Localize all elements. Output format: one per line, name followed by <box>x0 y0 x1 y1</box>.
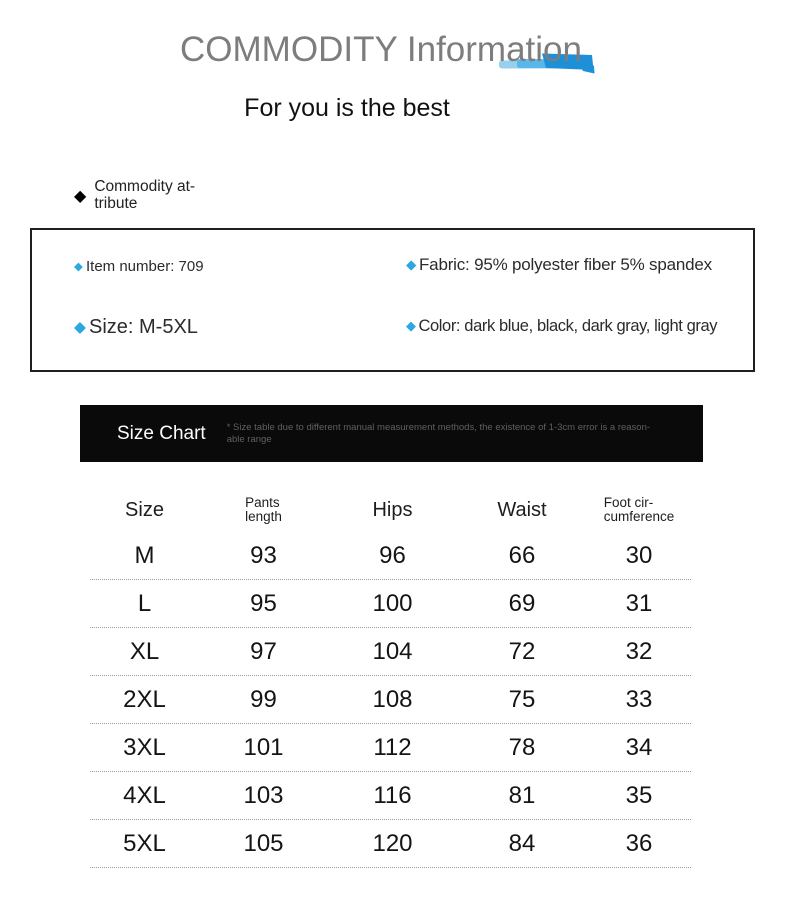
size-chart-title: Size Chart <box>117 422 206 444</box>
foot-circumference-cell: 33 <box>625 685 653 713</box>
waist-cell: 69 <box>508 589 536 617</box>
column-header-foot-circumference: Foot cir- cumference <box>603 494 675 524</box>
page-title: COMMODITY Information <box>180 30 582 69</box>
table-row <box>90 820 691 868</box>
hips-cell: 120 <box>372 829 413 857</box>
pants-length-cell: 103 <box>243 781 284 809</box>
foot-circumference-cell: 34 <box>625 733 653 761</box>
table-row <box>90 580 691 628</box>
size-chart-disclaimer: * Size table due to different manual measurement methods, the existence of 1-3cm error is a reason- able range <box>226 421 651 445</box>
attribute-text: Color: dark blue, black, dark gray, light gray <box>418 317 718 335</box>
foot-circumference-cell: 30 <box>625 541 653 569</box>
table-row <box>90 772 691 820</box>
table-row <box>90 676 691 724</box>
diamond-bullet-icon: ◆ <box>406 318 416 333</box>
size-cell: 3XL <box>123 733 166 761</box>
attribute-text: Item number: 709 <box>86 258 204 275</box>
size-cell: M <box>134 541 155 569</box>
diamond-bullet-icon: ◆ <box>74 260 83 273</box>
pants-length-cell: 95 <box>250 589 277 617</box>
attribute-item-number <box>74 258 204 275</box>
waist-cell: 84 <box>508 829 536 857</box>
waist-cell: 72 <box>508 637 536 665</box>
column-header-pants-length: Pants length <box>245 494 282 524</box>
table-header-row <box>90 488 691 532</box>
attributes-box <box>30 228 755 372</box>
hips-cell: 104 <box>372 637 413 665</box>
foot-circumference-cell: 32 <box>625 637 653 665</box>
table-row <box>90 724 691 772</box>
hips-cell: 112 <box>373 733 412 761</box>
hips-cell: 108 <box>372 685 413 713</box>
diamond-bullet-icon: ◆ <box>74 187 87 205</box>
pants-length-cell: 93 <box>250 541 277 569</box>
waist-cell: 78 <box>508 733 536 761</box>
foot-circumference-cell: 35 <box>625 781 653 809</box>
column-header-hips: Hips <box>372 498 413 521</box>
waist-cell: 66 <box>508 541 536 569</box>
size-cell: 2XL <box>123 685 166 713</box>
page-subtitle: For you is the best <box>244 94 450 122</box>
pants-length-cell: 101 <box>243 733 284 761</box>
table-row <box>90 532 691 580</box>
foot-circumference-cell: 31 <box>625 589 653 617</box>
hips-cell: 96 <box>379 541 406 569</box>
waist-cell: 81 <box>508 781 536 809</box>
size-cell: 4XL <box>123 781 166 809</box>
waist-cell: 75 <box>508 685 536 713</box>
size-table <box>90 488 691 868</box>
pants-length-cell: 105 <box>243 829 284 857</box>
column-header-waist: Waist <box>497 498 547 521</box>
size-cell: 5XL <box>123 829 166 857</box>
hips-cell: 100 <box>372 589 413 617</box>
size-cell: L <box>137 589 152 617</box>
attribute-text: Fabric: 95% polyester fiber 5% spandex <box>419 255 712 274</box>
table-row <box>90 628 691 676</box>
foot-circumference-cell: 36 <box>625 829 653 857</box>
size-cell: XL <box>129 637 160 665</box>
attribute-text: Size: M-5XL <box>89 316 198 338</box>
column-header-size: Size <box>125 498 164 521</box>
attribute-size <box>74 316 198 339</box>
diamond-bullet-icon: ◆ <box>74 319 86 336</box>
section-commodity-attribute <box>74 179 195 212</box>
attribute-fabric <box>406 255 712 275</box>
size-chart-banner <box>80 405 703 462</box>
section-label-text: Commodity at- tribute <box>94 178 196 212</box>
pants-length-cell: 97 <box>250 637 277 665</box>
diamond-bullet-icon: ◆ <box>406 257 416 272</box>
pants-length-cell: 99 <box>250 685 277 713</box>
hips-cell: 116 <box>373 781 412 809</box>
attribute-color <box>406 317 717 336</box>
